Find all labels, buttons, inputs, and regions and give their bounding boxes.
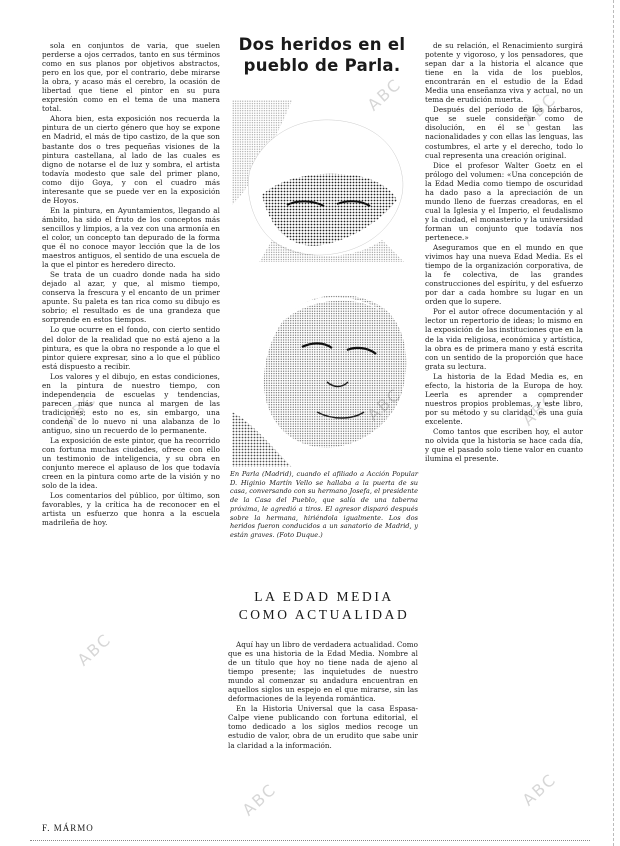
abc-watermark: ABC [238, 779, 281, 820]
left-paragraph: Se trata de un cuadro donde nada ha sido dejado al azar, y que, al mismo tiempo, conserva la frescura y el encanto de un primer apunte. Su paleta es tan rica como su dibujo es sobrio; el resultado es de una grandeza que sorprende en estos tiempos. [42, 270, 220, 325]
photo-wounded-woman [232, 262, 417, 467]
abc-watermark: ABC [518, 89, 561, 130]
section-heading-line: LA EDAD MEDIA [254, 589, 394, 604]
left-column-signature: F. MÁRMO [42, 823, 94, 833]
right-paragraph: Aseguramos que en el mundo en que vivimos hay una nueva Edad Media. Es el tiempo de la organización corporativa, de la fe colectiva, de las grandes construcciones del espíritu, y del esfuerzo por dar a cada hombre su lugar en un orden que lo supere. [425, 243, 583, 307]
page-edge-dots [610, 0, 614, 846]
photo-wounded-man-bandaged [232, 100, 417, 275]
left-paragraph: sola en conjuntos de varia, que suelen perderse a ojos cerrados, tanto en sus términos como en sus planos por objetivos abstractos, pero en los que, por el contrario, debe mirarse la obra, y acaso más el cerebro, la ocasión de libertad que tiene el pintor en su pura expresión como en el tema de una manera total. [42, 41, 220, 114]
abc-watermark: ABC [73, 629, 116, 670]
bottom-border [30, 840, 590, 842]
right-paragraph: La historia de la Edad Media es, en efecto, la historia de la Europa de hoy. Leerla es aprender a comprender nuestros propios problemas, y este libro, por su método y su claridad, es una guía excelente. [425, 371, 583, 426]
left-paragraph: Los valores y el dibujo, en estas condiciones, en la pintura de nuestro tiempo, con independencia de escuelas y tendencias, parecen más que nunca al margen de las tradiciones; esto no es, sin embargo, una condena de lo nuevo ni una alabanza de lo antiguo, sino un recuerdo de lo permanente. [42, 371, 220, 435]
left-paragraph: La exposición de este pintor, que ha recorrido con fortuna muchas ciudades, ofrece con ello un testimonio de inteligencia, y su obra en conjunto merece el aplauso de los que todavía creen en la pintura como arte de la visión y no solo de la idea. [42, 436, 220, 491]
abc-watermark: ABC [58, 389, 101, 430]
abc-watermark: ABC [518, 769, 561, 810]
right-paragraph: Dice el profesor Walter Goetz en el prólogo del volumen: «Una concepción de la Edad Media como tiempo de oscuridad ha dado paso a la apreciación de un mundo lleno de fuerzas creadoras, en el cual la Iglesia y el Imperio, el feudalismo y la ciudad, el monasterio y la universidad forman un conjunto que todavía nos pertenece.» [425, 160, 583, 242]
right-paragraph: Por el autor ofrece documentación y al lector un repertorio de ideas; lo mismo en la exposición de las instituciones que en la de la vida religiosa, económica y artística, la obra es de primera mano y está escrita con un sentido de la proporción que hace grata su lectura. [425, 307, 583, 371]
bandaged-head-image [232, 100, 417, 275]
left-paragraph: Los comentarios del público, por último, son favorables, y la crítica ha de reconocer en el artista un esfuerzo que honra a la escuela madrileña de hoy. [42, 491, 220, 528]
abc-watermark: ABC [363, 384, 406, 425]
left-paragraph: En la pintura, en Ayuntamientos, llegando al ámbito, ha sido el fruto de los conceptos más sencillos y limpios, a la vez con una armonía en el color, un concepto tan depurado de la forma que él no conoce mayor lección que la de los maestros antiguos, el sentido de una escuela de la que el pintor es heredero directo. [42, 205, 220, 270]
article-title: Dos heridos en el pueblo de Parla. [238, 35, 406, 75]
left-paragraph: Lo que ocurre en el fondo, con cierto sentido del dolor de la realidad que no está ajeno a la pintura, es que la obra no responde a lo que el pintor quiere expresar, sino a lo que el público está dispuesto a recibir. [42, 325, 220, 371]
abc-watermark: ABC [363, 74, 406, 115]
right-paragraph: de su relación, el Renacimiento surgirá potente y vigoroso, y los pensadores, que sepan dar a la historia el alcance que tiene en la vida de los pueblos, encontrarán en el estudio de la Edad Media una enseñanza viva y actual, no un tema de erudición muerta. [425, 41, 583, 105]
middle-paragraph: Aquí hay un libro de verdadera actualidad. Como que es una historia de la Edad Media. Nombre al de un título que hoy no tiene nada de ajeno al tiempo presente; las inquietudes de nuestro mundo al comenzar su andadura encuentran en aquellos siglos un espejo en el que mirarse, sin las deformaciones de la leyenda romántica. [228, 640, 418, 704]
woman-face-image [232, 262, 417, 467]
left-paragraph: Ahora bien, esta exposición nos recuerda la pintura de un cierto género que hoy se expone en Madrid, el más de tipo castizo, de la que son bastante dos o tres pequeñas visiones de la pintura castellana, al lado de las cuales es digno de notarse el de luz y sombra, el artista todavía modesto que sale del primer plano, como dijo Goya, y con el cuadro más interesante que se puede ver en la exposición de Hoyos. [42, 114, 220, 205]
right-column-text [425, 41, 583, 841]
section-heading [228, 588, 420, 624]
section-heading-line: COMO ACTUALIDAD [238, 607, 410, 622]
right-paragraph: Como tantos que escriben hoy, el autor no olvida que la historia se hace cada día, y que el pasado solo tiene valor en cuanto ilumina el presente. [425, 426, 583, 464]
photo-caption: En Parla (Madrid), cuando el afiliado a Acción Popular D. Higinio Martín Vello se hallaba a la puerta de su casa, conversando con su hermano Josefa, el presidente de la Casa del Pueblo, que salía de una taberna próxima, le agredió a tiros. El agresor disparó después sobre la hermana, hiriéndola igualmente. Los dos heridos fueron conducidos a un sanatorio de Madrid, y están graves. (Foto Duque.) [230, 470, 418, 539]
abc-watermark: ABC [518, 389, 561, 430]
middle-paragraph: En la Historia Universal que la casa Espasa-Calpe viene publicando con fortuna editorial, el tomo dedicado a los siglos medios recoge un estudio de valor, obra de un erudito que sabe unir la claridad a la información. [228, 704, 418, 750]
right-paragraph: Después del período de los bárbaros, que se suele considerar como de disolución, en él se gestan las nacionalidades y con ellas las lenguas, las costumbres, el arte y el derecho, todo lo cual representa una creación original. [425, 105, 583, 160]
